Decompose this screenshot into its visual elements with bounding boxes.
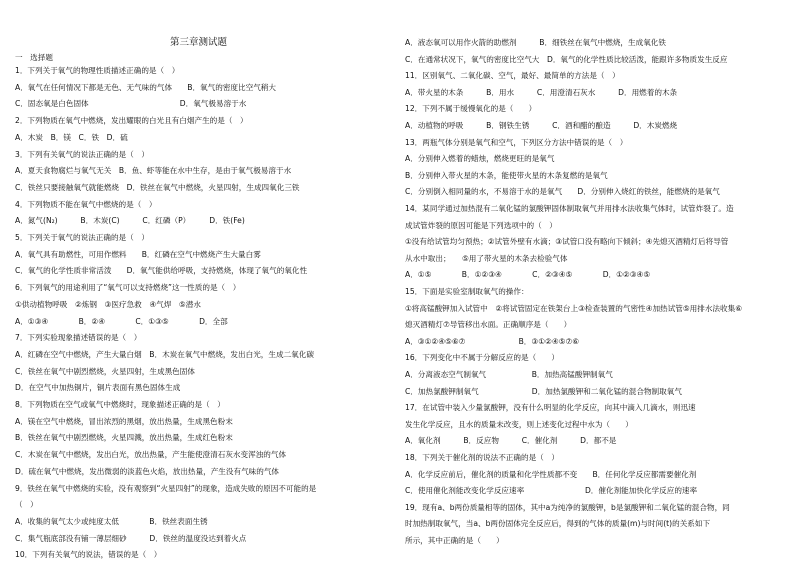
question-line: D．硫在氧气中燃烧，发出微弱的淡蓝色火焰，放出热量，产生没有气味的气体	[15, 466, 280, 476]
question-line: 发生化学反应，且水的质量未改变，则上述变化过程中水为（ ）	[405, 419, 633, 429]
question-line: B．分别伸入带火星的木条，能使带火星的木条复燃的是氧气	[405, 170, 608, 180]
question-line: 15．下面是实验室制取氧气的操作：	[405, 287, 529, 296]
question-line: D．在空气中加热铜片，铜片表面有黑色固体生成	[15, 383, 181, 393]
question-line: 从水中取出； ⑤用了带火星的木条去检验气体	[405, 253, 568, 263]
question-line: ①供动植物呼吸 ②炼钢 ③医疗急救 ④气焊 ⑤潜水	[15, 299, 201, 309]
page-title: 第三章测试题	[170, 37, 228, 48]
question-line: A．液态氧可以用作火箭的助燃剂 B．细铁丝在氧气中燃烧，生成氧化铁	[405, 38, 666, 47]
question-line: A．氮气(N₂) B．木炭(C) C．红磷（P） D．铁(Fe)	[15, 216, 245, 226]
question-line: 11．区别氧气、二氧化碳、空气，最好、最简单的方法是（ ）	[405, 71, 620, 81]
question-line: 14．某同学通过加热混有二氧化锰的氯酸钾固体制取氧气并用排水法收集气体时，试管炸裂了。造	[405, 204, 734, 213]
question-line: ①将高锰酸钾加入试管中 ②将试管固定在铁架台上③检查装置的气密性④加热试管⑤用排水法收集⑥	[405, 303, 742, 313]
question-line: 2．下列物质在氧气中燃烧，发出耀眼的白光且有白烟产生的是（ ）	[15, 116, 248, 126]
question-line: 17．在试管中装入少量氯酸钾，没有什么明显的化学反应，向其中滴入几滴水，则迅速	[405, 403, 696, 413]
question-line: C．铁丝只要接触氧气就能燃烧 D．铁丝在氧气中燃烧，火星四射，生成四氧化三铁	[15, 182, 300, 192]
question-line: 成试管炸裂的原因可能是下列选项中的（ ）	[405, 220, 557, 230]
question-line: A．①③④ B．②④ C．①③⑤ D．全部	[15, 316, 228, 326]
question-line: A．分别伸入燃着的蜡烛，燃烧更旺的是氧气	[405, 154, 555, 164]
question-line: 5．下列关于氧气的说法正确的是（ ）	[15, 233, 149, 242]
question-line: A．收集的氧气太少或纯度太低 B．铁丝表面生锈	[15, 516, 208, 526]
question-line: A．①⑤ B．①②③④ C．②③④⑤ D．①②③④⑤	[405, 270, 651, 280]
question-line: C．使用催化剂能改变化学反应速率 D．催化剂能加快化学反应的速率	[405, 486, 698, 496]
question-line: 所示，其中正确的是（ ）	[405, 536, 504, 545]
question-line: 3．下列有关氧气的说法正确的是（ ）	[15, 149, 149, 159]
question-line: （ ）	[15, 500, 38, 510]
question-line: C．在通常状况下，氧气的密度比空气大 D．氧气的化学性质比较活泼，能跟许多物质发生反应	[405, 54, 728, 64]
question-line: A．化学反应前后，催化剂的质量和化学性质都不变 B．任何化学反应都需要催化剂	[405, 469, 697, 479]
question-line: C．木炭在氧气中燃烧，发出白光，放出热量，产生能使澄清石灰水变浑浊的气体	[15, 450, 287, 460]
question-line: 12．下列不属于缓慢氧化的是（ ）	[405, 104, 537, 114]
question-line: ①没有给试管均匀预热；②试管外壁有水滴；③试管口没有略向下倾斜；④先熄灭酒精灯后将导管	[405, 237, 729, 247]
question-line: B．铁丝在氧气中剧烈燃烧，火星四溅，放出热量，生成红色粉末	[15, 433, 233, 443]
question-line: 16．下列变化中不属于分解反应的是（ ）	[405, 353, 559, 363]
question-line: 19．现有a、b两份质量相等的固体，其中a为纯净的氯酸钾，b是氯酸钾和二氧化锰的混合物，同	[405, 502, 730, 512]
question-line: 18．下列关于催化剂的说法不正确的是（ ）	[405, 453, 559, 462]
question-line: A．氧化剂 B．反应物 C．催化剂 D．都不是	[405, 436, 617, 446]
question-line: 7．下列实验现象描述错误的是（ ）	[15, 333, 142, 343]
question-line: 6．下列氧气的用途利用了“氧气可以支持燃烧”这一性质的是（ ）	[15, 283, 241, 293]
question-line: C．加热氯酸钾制氧气 D．加热氯酸钾和二氧化锰的混合物制取氧气	[405, 386, 682, 396]
question-line: 时加热制取氧气，当a、b两份固体完全反应后，得到的气体的质量(m)与时间(t)的关系如下	[405, 519, 711, 529]
question-line: 1．下列关于氧气的物理性质描述正确的是（ ）	[15, 66, 180, 75]
question-line: A．氧气具有助燃性，可用作燃料 B．红磷在空气中燃烧产生大量白雾	[15, 249, 261, 259]
question-line: C．分别倒入相同量的水，不易溶于水的是氧气 D．分别伸入烧红的铁丝，能燃烧的是氧气	[405, 187, 720, 197]
question-line: 13．两瓶气体分别是氧气和空气，下列区分方法中错误的是（ ）	[405, 137, 628, 147]
section-heading: 一 选择题	[15, 53, 53, 62]
question-line: C．集气瓶底部没有铺一薄层细砂 D．铁丝的温度没达到着火点	[15, 533, 247, 543]
question-line: A．③①②④⑤⑥⑦ B．③①②④⑤⑦⑥	[405, 336, 580, 346]
question-line: C．氧气的化学性质非常活泼 D．氧气能供给呼吸，支持燃烧，体现了氧气的氧化性	[15, 266, 308, 276]
question-line: A．夏天食物腐烂与氧气无关 B．鱼、虾等能在水中生存，是由于氧气极易溶于水	[15, 166, 292, 176]
question-line: 熄灭酒精灯⑦导管移出水面。正确顺序是（ ）	[405, 320, 572, 330]
question-line: A．木炭 B．镁 C．铁 D．硫	[15, 132, 128, 142]
question-line: A．氧气在任何情况下都是无色、无气味的气体 B．氧气的密度比空气稍大	[15, 82, 276, 92]
question-line: A．分离液态空气制氧气 B．加热高锰酸钾制氧气	[405, 370, 613, 379]
question-line: C．固态氧是白色固体 D．氧气极易溶于水	[15, 99, 247, 109]
question-line: 4．下列物质不能在氧气中燃烧的是（ ）	[15, 199, 157, 209]
question-line: A．镁在空气中燃烧，冒出浓烈的黑烟，放出热量，生成黑色粉末	[15, 416, 233, 426]
question-line: A．红磷在空气中燃烧，产生大量白烟 B．木炭在氧气中燃烧，发出白光，生成二氧化碳	[15, 349, 314, 359]
question-line: 10．下列有关氧气的说法，错误的是（ ）	[15, 550, 162, 560]
question-line: 8．下列物质在空气或氧气中燃烧时，现象描述正确的是（ ）	[15, 400, 225, 409]
question-line: A．动植物的呼吸 B．钢铁生锈 C．酒和醋的酿造 D．木炭燃烧	[405, 121, 678, 130]
question-line: C．铁丝在氧气中剧烈燃烧，火星四射，生成黑色固体	[15, 366, 195, 376]
question-line: A．带火星的木条 B．用水 C．用澄清石灰水 D．用燃着的木条	[405, 87, 678, 97]
question-line: 9．铁丝在氧气中燃烧的实验，没有观察到“火星四射”的现象，造成失败的原因不可能的是	[15, 483, 317, 493]
